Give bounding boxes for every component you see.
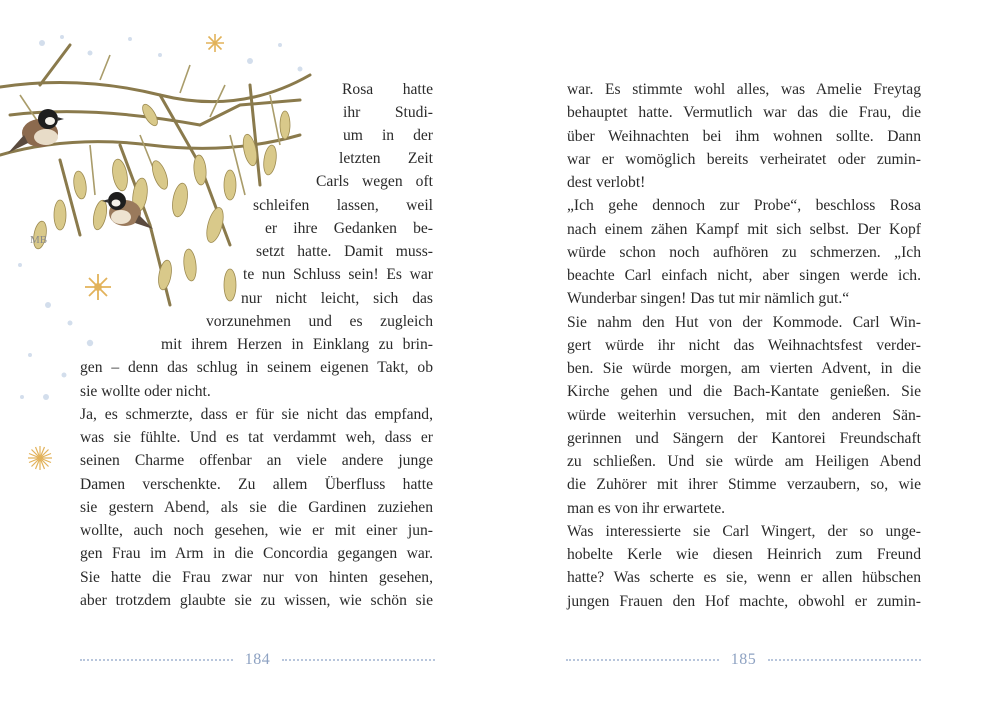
folio-dots-left [80,659,233,661]
text-line: jungen Frauen den Hof machte, obwohl er zumin- [567,592,921,610]
text-line: „Ich gehe dennoch zur Probe“, beschloss Rosa [567,197,921,215]
text-line: Sie hatte die Frau zwar nur von hinten gesehen, [80,569,433,586]
text-line: Kirche gehen und die Bach-Kantate genießen. Sie [567,383,921,401]
text-line: war er womöglich bereits verheiratet oder zumin- [567,150,921,168]
text-line: Rosa hatte [342,81,433,98]
text-line: man es von ihr erwartete. [567,499,726,517]
text-line: wollte, auch noch gesehen, wie er mit einer jun- [80,522,433,539]
text-line: gert würde ihr nicht das Weihnachtsfest verder- [567,336,921,354]
left-folio [80,648,435,672]
text-line: Damen verschenkte. Zu allem Überfluss hatte [80,476,433,493]
text-line: nur nicht leicht, sich das [241,290,433,307]
text-line: behauptet hatte. Vermutlich war das die Frau, die [567,104,921,122]
folio-dots-left [566,659,719,661]
text-line: te nun Schluss sein! Es war [243,266,433,283]
text-line: ben. Sie würde morgen, am vierten Advent, in die [567,360,921,377]
text-line: ihr Studi- [343,104,433,121]
text-line: dest verlobt! [567,174,646,191]
text-line: was sie fühlte. Und es tat verdammt weh, dass er [80,429,433,446]
text-line: hatte? Was scherte es sie, wenn er allen hübschen [567,569,921,587]
text-line: um in der [343,127,433,144]
text-line: gerinnen und Sängern der Kantorei Freundschaft [567,429,921,447]
text-line: beachte Carl einfach nicht, aber singen werde ich. [567,267,921,284]
page-number: 184 [244,651,271,668]
text-line: hobelte Kerle wie diesen Heinrich zum Freund [567,546,921,563]
text-line: mit ihrem Herzen in Einklang zu brin- [161,336,433,353]
text-line: zu schließen. Und sie würde am Heiligen Abend [567,453,921,470]
text-line: gen Frau im Arm in die Concordia gegangen war. [80,545,433,562]
right-folio [566,648,921,672]
right-page [500,0,1000,724]
text-line: würde weiterhin versuchen, mit den anderen Sän- [567,406,921,424]
text-line: letzten Zeit [339,150,433,167]
page-number: 185 [730,651,757,668]
text-line: vorzunehmen und es zugleich [206,313,433,330]
folio-dots-right [768,659,921,661]
text-line: gen – denn das schlug in seinem eigenen Takt, ob [80,359,433,376]
text-line: die Zuhörer mit ihrer Stimme verzaubern, so, wie [567,476,921,494]
gold-snowflake-icon [26,444,54,472]
text-line: seinen Charme offenbar an viele andere junge [80,452,433,469]
text-line: über Weihnachten bei ihm wohnen sollte. Dann [567,127,921,145]
text-line: aber trotzdem glaubte sie zu wissen, wie schön sie [80,592,433,609]
illustrator-signature: MB [30,234,48,246]
text-line: Carls wegen oft [316,173,433,190]
text-line: Sie nahm den Hut von der Kommode. Carl Win- [567,313,921,331]
text-line: sie wollte oder nicht. [80,383,211,400]
folio-dots-right [282,659,435,661]
text-line: sie gestern Abend, als sie die Gardinen zuziehen [80,499,433,516]
text-line: nach einem zähen Kampf mit sich selbst. Der Kopf [567,220,921,238]
text-line: war. Es stimmte wohl alles, was Amelie Freytag [567,81,921,98]
text-line: Ja, es schmerzte, dass er für sie nicht das empfand, [80,406,433,423]
text-line: Was interessierte sie Carl Wingert, der so unge- [567,522,921,540]
text-line: würde schon noch aufhören zu schmerzen. „Ich [567,243,921,261]
text-line: Wunderbar singen! Das tut mir nämlich gut.“ [567,290,850,308]
text-line: schleifen lassen, weil [253,197,433,214]
text-line: setzt hatte. Damit muss- [256,243,433,260]
text-line: er ihre Gedanken be- [265,220,433,237]
